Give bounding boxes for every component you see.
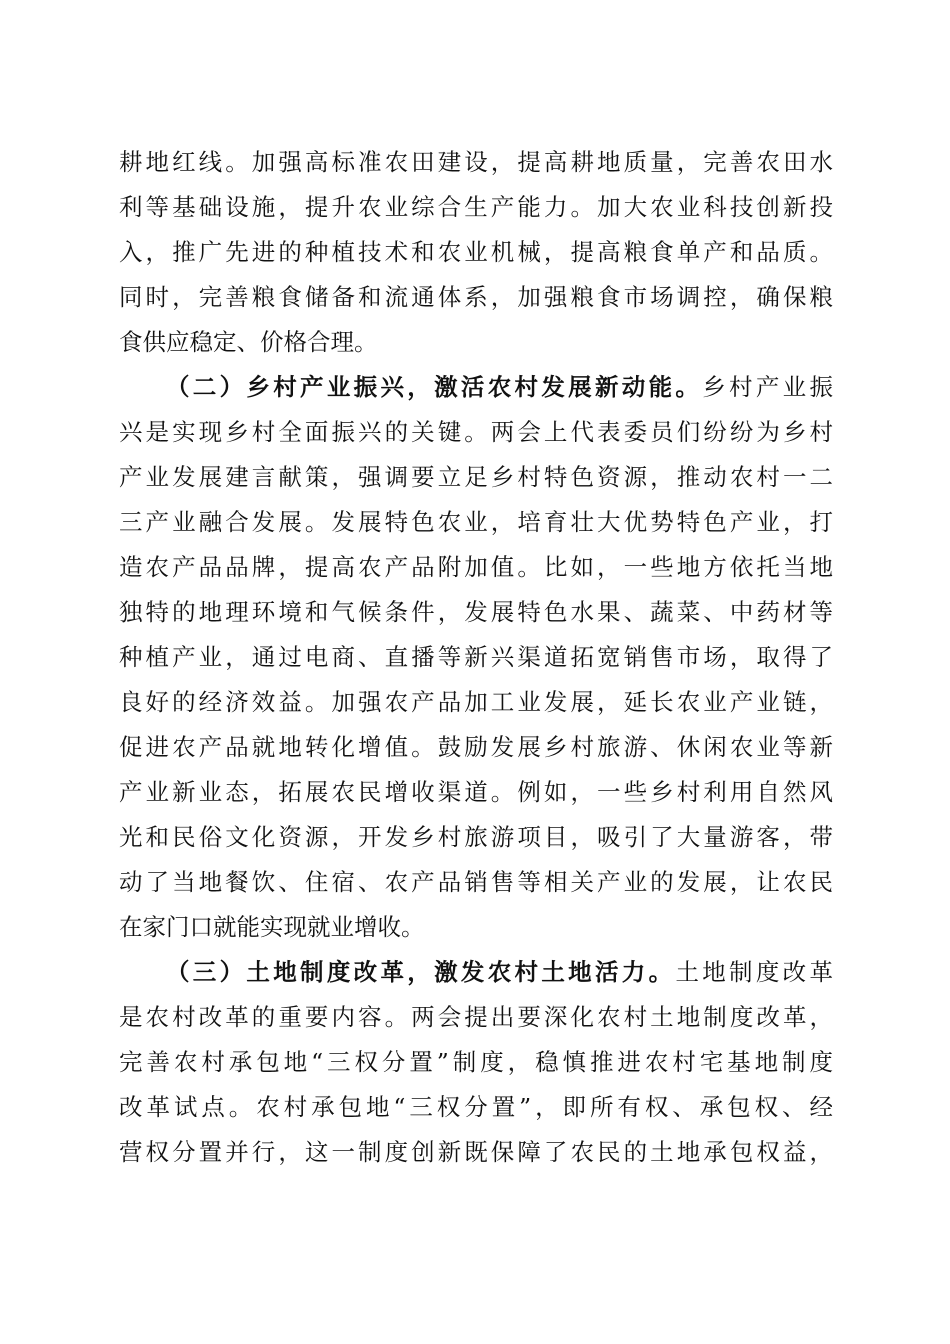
paragraph-line: 种植产业，通过电商、直播等新兴渠道拓宽销售市场，取得了 — [119, 643, 833, 671]
paragraph-line: 三产业融合发展。发展特色农业，培育壮大优势特色产业，打 — [119, 508, 833, 536]
section-first-line-text: 乡村产业振 — [702, 373, 833, 401]
paragraph-line: 改革试点。农村承包地“三权分置”，即所有权、承包权、经 — [119, 1093, 833, 1121]
section-heading: （三）土地制度改革，激发农村土地活力。 — [166, 958, 676, 986]
paragraph-line: 产业新业态，拓展农民增收渠道。例如，一些乡村利用自然风 — [119, 778, 833, 806]
paragraph-line: 入，推广先进的种植技术和农业机械，提高粮食单产和品质。 — [119, 238, 833, 266]
paragraph-line: 在家门口就能实现就业增收。 — [119, 913, 425, 941]
paragraph-line: 造农产品品牌，提高农产品附加值。比如，一些地方依托当地 — [119, 553, 833, 581]
paragraph-line: 促进农产品就地转化增值。鼓励发展乡村旅游、休闲农业等新 — [119, 733, 833, 761]
section-first-line — [166, 372, 833, 402]
paragraph-line: 产业发展建言献策，强调要立足乡村特色资源，推动农村一二 — [119, 463, 833, 491]
paragraph-line: 光和民俗文化资源，开发乡村旅游项目，吸引了大量游客，带 — [119, 823, 833, 851]
section-heading: （二）乡村产业振兴，激活农村发展新动能。 — [166, 373, 703, 401]
paragraph-line: 营权分置并行，这一制度创新既保障了农民的土地承包权益， — [119, 1138, 833, 1166]
paragraph-line: 是农村改革的重要内容。两会提出要深化农村土地制度改革， — [119, 1003, 833, 1031]
paragraph-line: 食供应稳定、价格合理。 — [119, 328, 378, 356]
paragraph-line: 同时，完善粮食储备和流通体系，加强粮食市场调控，确保粮 — [119, 283, 833, 311]
paragraph-line: 兴是实现乡村全面振兴的关键。两会上代表委员们纷纷为乡村 — [119, 418, 833, 446]
section-first-line — [166, 957, 833, 987]
paragraph-line: 动了当地餐饮、住宿、农产品销售等相关产业的发展，让农民 — [119, 868, 833, 896]
paragraph-line: 利等基础设施，提升农业综合生产能力。加大农业科技创新投 — [119, 193, 833, 221]
paragraph-line: 完善农村承包地“三权分置”制度，稳慎推进农村宅基地制度 — [119, 1048, 833, 1076]
paragraph-line: 耕地红线。加强高标准农田建设，提高耕地质量，完善农田水 — [119, 148, 833, 176]
paragraph-line: 独特的地理环境和气候条件，发展特色水果、蔬菜、中药材等 — [119, 598, 833, 626]
paragraph-line: 良好的经济效益。加强农产品加工业发展，延长农业产业链， — [119, 688, 833, 716]
section-first-line-text: 土地制度改革 — [675, 958, 833, 986]
